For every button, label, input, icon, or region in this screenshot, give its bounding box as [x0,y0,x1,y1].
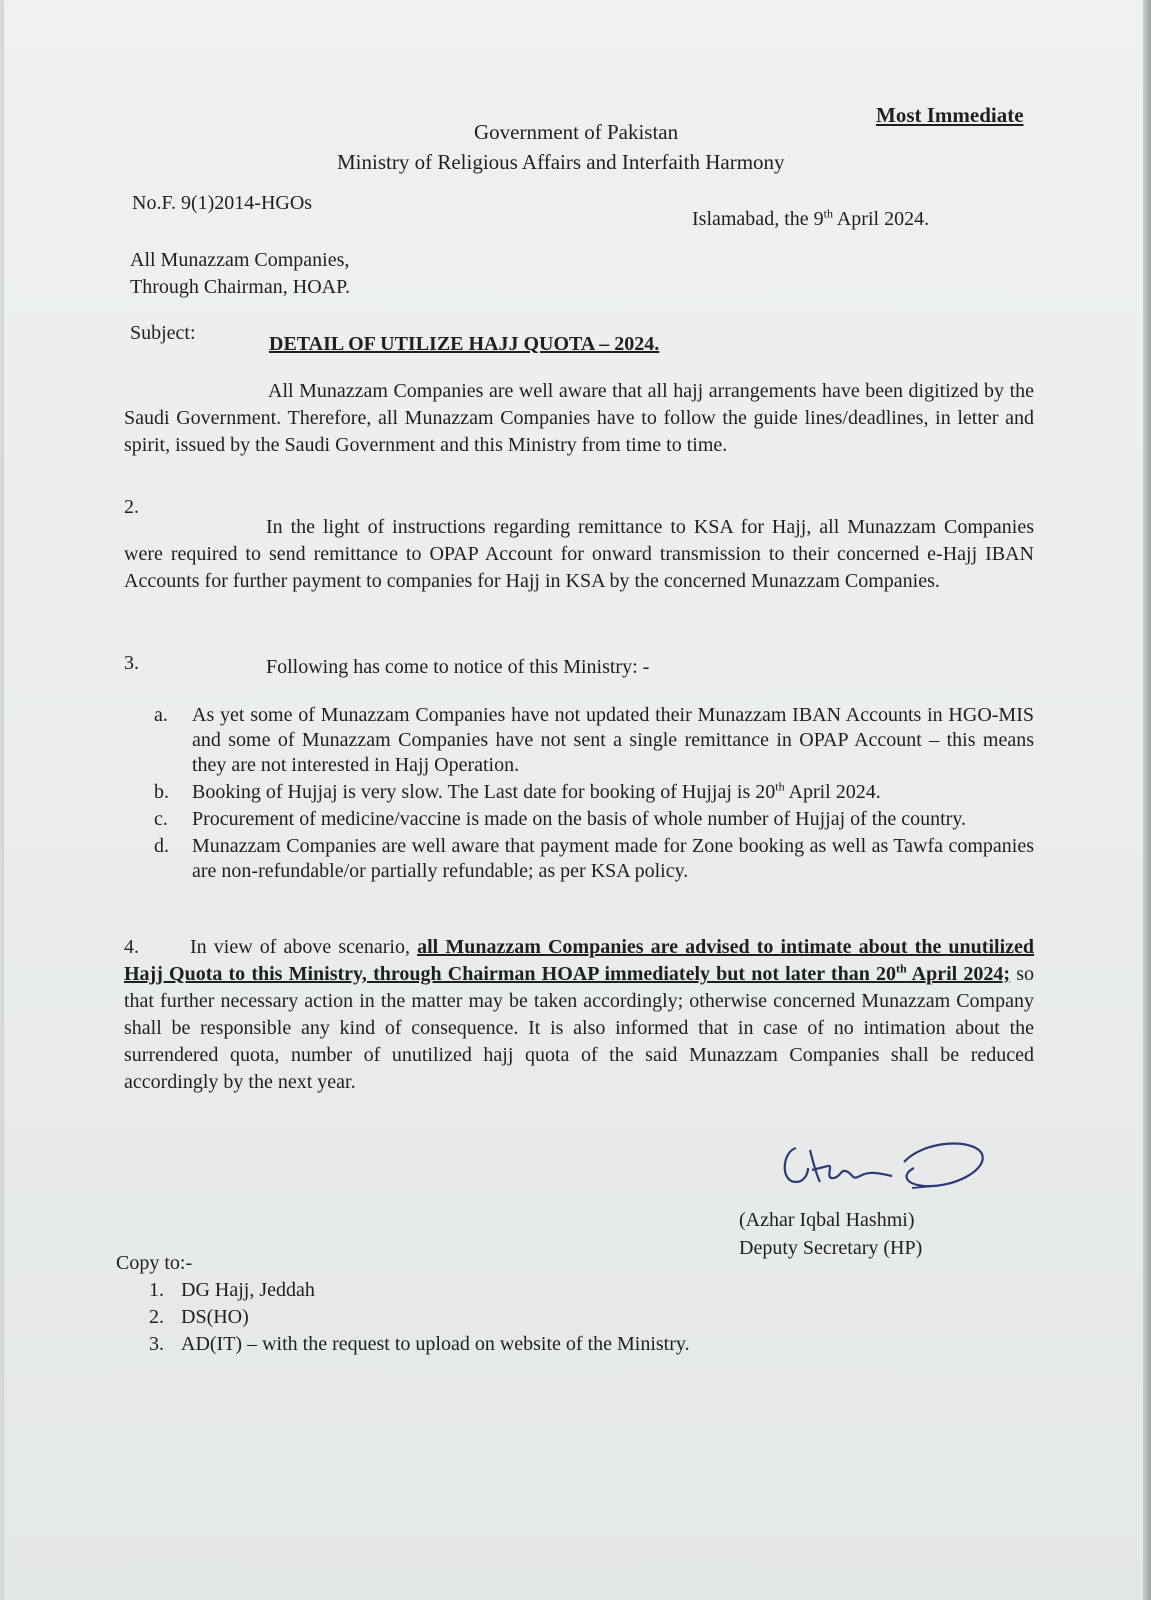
addressee-line1: All Munazzam Companies, [130,249,350,271]
paragraph-2-number: 2. [124,496,139,518]
notice-list [154,703,1034,886]
list-item: c. Procurement of medicine/vaccine is made on the basis of whole number of Hujjaj of the country. [154,808,967,830]
paragraph-3: Following has come to notice of this Ministry: - [266,656,650,678]
paragraph-2: In the light of instructions regarding remittance to KSA for Hajj, all Munazzam Companies were required to send remittance to OPAP Account for onward transmission to their concerned e-Hajj IBAN Accounts for further payment to companies for Hajj in KSA by the concerned Munazzam Companies. [124,516,1034,592]
ministry-heading: Ministry of Religious Affairs and Interfaith Harmony [337,150,785,174]
subject-label: Subject: [130,322,196,344]
list-item: d. Munazzam Companies are well aware that payment made for Zone booking as well as Tawfa companies are non-refundable/or partially refundable; as per KSA policy. [154,835,1034,882]
list-item: 2. DS(HO) [149,1306,249,1328]
priority-label: Most Immediate [876,103,1024,127]
file-number: No.F. 9(1)2014-HGOs [132,192,313,214]
paragraph-3-number: 3. [124,652,139,674]
subject-text: DETAIL OF UTILIZE HAJJ QUOTA – 2024. [269,333,660,355]
letter-page [4,0,1144,1600]
copy-to-list [149,1277,690,1358]
list-item: a. As yet some of Munazzam Companies have not updated their Munazzam IBAN Accounts in HGO-MIS and some of Munazzam Companies have not sent a single remittance in OPAP Account – this means they are not interested in Hajj Operation. [154,704,1034,776]
handwritten-signature [774,1130,1004,1210]
paragraph-4: 4. In view of above scenario, all Munazzam Companies are advised to intimate about the unutilized Hajj Quota to this Ministry, through Chairman HOAP immediately but not later than 20th April 2024; so that further necessary action in the matter may be taken accordingly; otherwise concerned Munazzam Company shall be responsible any kind of consequence. It is also informed that in case of no intimation about the surrendered quota, number of unutilized hajj quota of the said Munazzam Companies shall be reduced accordingly by the next year. [124,936,1035,1093]
signatory-title: Deputy Secretary (HP) [739,1237,923,1259]
paragraph-1: All Munazzam Companies are well aware that all hajj arrangements have been digitized by the Saudi Government. Therefore, all Munazzam Companies have to follow the guide lines/deadlines, in letter and spirit, issued by the Saudi Government and this Ministry from time to time. [124,380,1034,456]
addressee-line2: Through Chairman, HOAP. [130,276,350,298]
letter-date: Islamabad, the 9th April 2024. [692,206,930,230]
list-item: 3. AD(IT) – with the request to upload on website of the Ministry. [149,1333,690,1355]
copy-to-label: Copy to:- [116,1252,193,1274]
signatory-name: (Azhar Iqbal Hashmi) [739,1209,915,1231]
government-heading: Government of Pakistan [474,120,679,144]
addressee [130,247,350,301]
page-edge-shadow [1143,0,1151,1600]
signatory-block [739,1206,922,1262]
list-item: b. Booking of Hujjaj is very slow. The Last date for booking of Hujjaj is 20th April 2024. [154,779,881,803]
list-item: 1. DG Hajj, Jeddah [149,1279,315,1301]
